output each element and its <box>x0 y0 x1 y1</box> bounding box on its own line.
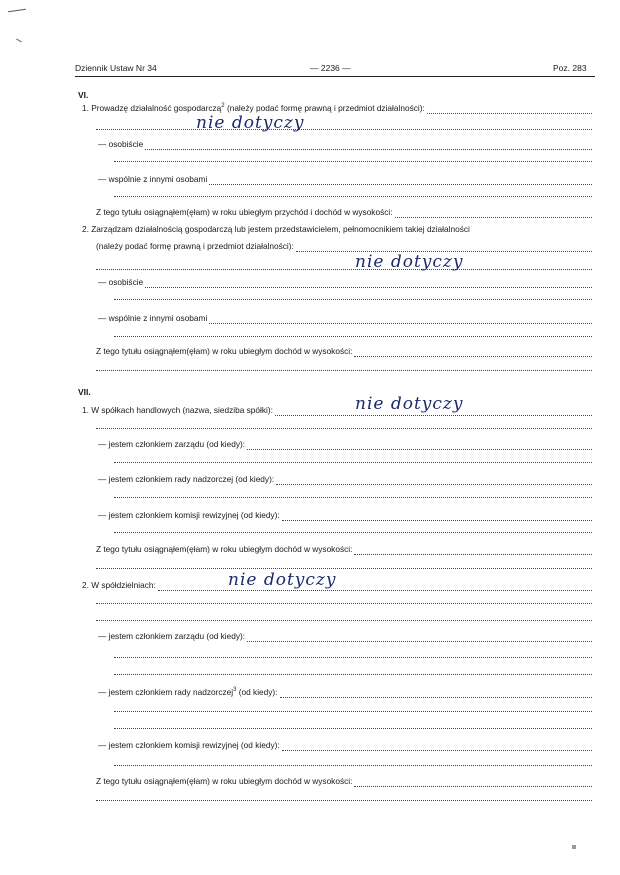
s6-item1-line <box>96 129 592 130</box>
s7-item2-supervisory-line-2 <box>114 728 592 729</box>
s6-item1-joint: — wspólnie z innymi osobami <box>98 174 592 185</box>
s7-item2-board-line-1 <box>114 657 592 658</box>
scan-mark <box>16 39 22 43</box>
section-7-heading: VII. <box>78 387 91 397</box>
journal-name: Dziennik Ustaw Nr 34 <box>75 63 157 73</box>
s6-item1-personal-line <box>114 161 592 162</box>
s6-item2-joint: — wspólnie z innymi osobami <box>98 313 592 324</box>
s6-item2-handwriting: nie dotyczy <box>355 252 464 272</box>
s6-item2-text-2: (należy podać formę prawną i przedmiot działalności): <box>96 241 592 252</box>
s7-item1-board-line <box>114 462 592 463</box>
s7-item2-handwriting: nie dotyczy <box>228 570 337 590</box>
section-6-heading: VI. <box>78 90 89 100</box>
s6-item1-income: Z tego tytułu osiągnąłem(ęłam) w roku ubiegłym przychód i dochód w wysokości: <box>96 207 592 218</box>
s7-item2-income-line <box>96 800 592 801</box>
s7-item1-audit-line <box>114 532 592 533</box>
scan-mark <box>572 845 576 849</box>
s7-item1-supervisory: — jestem członkiem rady nadzorczej (od kiedy): <box>98 474 592 485</box>
s7-item2-supervisory-line-1 <box>114 711 592 712</box>
s7-item1-handwriting: nie dotyczy <box>355 394 464 414</box>
s7-item2-income: Z tego tytułu osiągnąłem(ęłam) w roku ubiegłym dochód w wysokości: <box>96 776 592 787</box>
s7-item1-income: Z tego tytułu osiągnąłem(ęłam) w roku ubiegłym dochód w wysokości: <box>96 544 592 555</box>
s7-item2-text: 2. W spółdzielniach: <box>82 580 592 591</box>
s7-item2-line-2 <box>96 620 592 621</box>
s7-item2-board-line-2 <box>114 674 592 675</box>
s6-item2-personal: — osobiście <box>98 277 592 288</box>
s7-item2-supervisory: — jestem członkiem rady nadzorczej$^3$ (od kiedy): <box>98 685 592 698</box>
s6-item2-personal-line <box>114 299 592 300</box>
s6-item2-income: Z tego tytułu osiągnąłem(ęłam) w roku ubiegłym dochód w wysokości: <box>96 346 592 357</box>
s6-item2-income-line <box>96 370 592 371</box>
page-number: — 2236 — <box>310 63 351 73</box>
s6-item1-handwriting: nie dotyczy <box>196 113 305 133</box>
scan-mark <box>8 9 26 12</box>
s7-item1-board: — jestem członkiem zarządu (od kiedy): <box>98 439 592 450</box>
s7-item1-audit: — jestem członkiem komisji rewizyjnej (od kiedy): <box>98 510 592 521</box>
s6-item1-joint-line <box>114 196 592 197</box>
s7-item2-board: — jestem członkiem zarządu (od kiedy): <box>98 631 592 642</box>
header-rule <box>75 76 595 77</box>
s7-item1-supervisory-line <box>114 497 592 498</box>
s6-item2-text-1: 2. Zarządzam działalnością gospodarczą lub jestem przedstawicielem, pełnomocnikiem takiej działalności <box>82 224 470 234</box>
s7-item1-line <box>96 428 592 429</box>
s7-item2-line-1 <box>96 603 592 604</box>
s7-item1-income-line <box>96 568 592 569</box>
s6-item1-text: 1. Prowadzę działalność gospodarczą$^2$ (należy podać formę prawną i przedmiot działalności): <box>82 101 592 114</box>
s7-item2-audit: — jestem członkiem komisji rewizyjnej (od kiedy): <box>98 740 592 751</box>
s6-item2-joint-line <box>114 336 592 337</box>
position-number: Poz. 283 <box>553 63 587 73</box>
s7-item2-audit-line-1 <box>114 765 592 766</box>
s6-item2-line <box>96 269 592 270</box>
s6-item1-personal: — osobiście <box>98 139 592 150</box>
s7-item1-text: 1. W spółkach handlowych (nazwa, siedziba spółki): <box>82 405 592 416</box>
